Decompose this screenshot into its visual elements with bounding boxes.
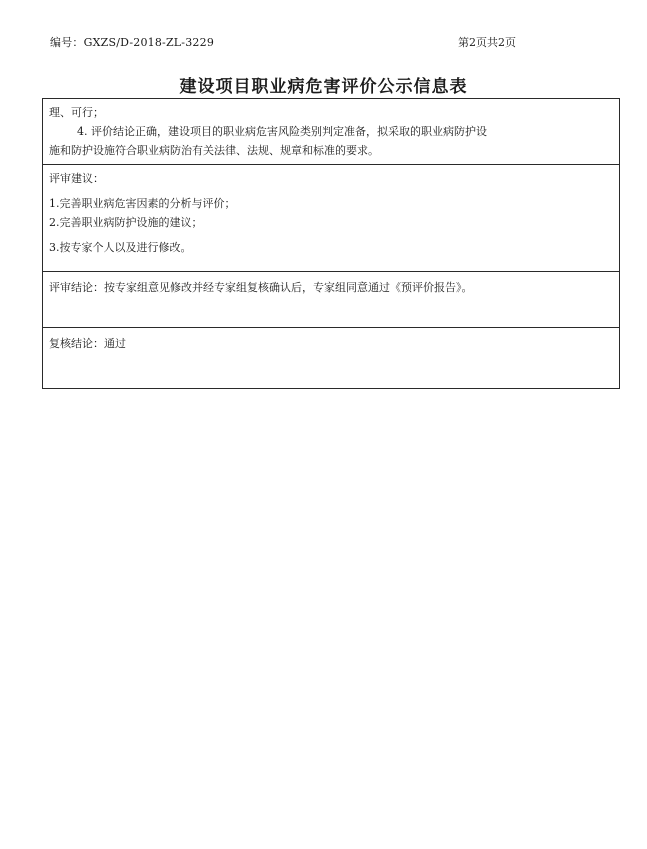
suggestion-item: 3.按专家个人以及进行修改。 — [49, 241, 192, 254]
suggestion-item: 1.完善职业病危害因素的分析与评价； — [49, 197, 236, 210]
conclusion-line-1: 理、可行； — [49, 106, 104, 119]
review-conclusion-text: 评审结论：按专家组意见修改并经专家组复核确认后，专家组同意通过《预评价报告》。 — [49, 281, 473, 294]
conclusion-line-2: 4. 评价结论正确，建设项目的职业病危害风险类别判定准备，拟采取的职业病防护设 — [77, 125, 487, 138]
page-indicator: 第2页共2页 — [458, 36, 516, 49]
review-suggestions-row — [43, 165, 619, 272]
info-table — [42, 98, 620, 389]
conclusion-line-3: 施和防护设施符合职业病防治有关法律、法规、规章和标准的要求。 — [49, 144, 379, 157]
review-conclusion-row — [43, 272, 619, 328]
suggestion-item: 2.完善职业病防护设施的建议； — [49, 216, 203, 229]
recheck-conclusion-text: 复核结论：通过 — [49, 337, 126, 350]
suggestions-label: 评审建议： — [49, 172, 104, 185]
document-title: 建设项目职业病危害评价公示信息表 — [179, 77, 468, 97]
document-number: 编号：GXZS/D-2018-ZL-3229 — [50, 36, 215, 49]
recheck-conclusion-row — [43, 328, 619, 388]
evaluation-conclusions-row — [43, 99, 619, 165]
